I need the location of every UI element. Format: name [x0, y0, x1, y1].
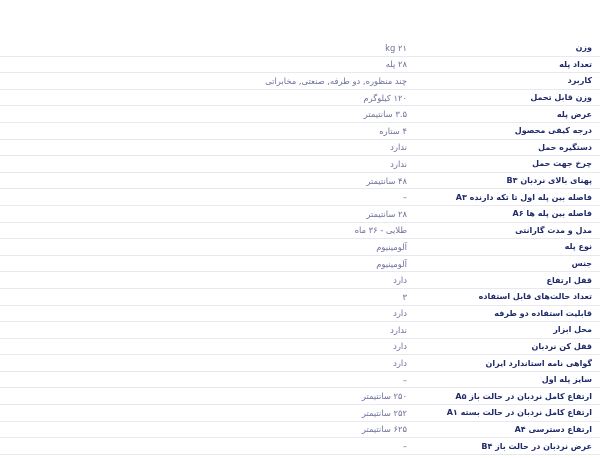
spec-row	[0, 156, 600, 173]
spec-value: ۳	[402, 291, 407, 302]
spec-label: ارتفاع دسترسی A۴	[514, 424, 592, 434]
spec-label: دستگیره حمل	[538, 142, 592, 152]
spec-row	[0, 40, 600, 57]
spec-label: فاصله بین پله ها A۶	[512, 209, 592, 219]
spec-row	[0, 173, 600, 190]
spec-row	[0, 140, 600, 157]
spec-row	[0, 355, 600, 372]
spec-table	[0, 40, 600, 455]
spec-row	[0, 73, 600, 90]
spec-label: عرض نردبان در حالت باز B۴	[481, 441, 592, 451]
spec-row	[0, 339, 600, 356]
spec-row	[0, 106, 600, 123]
spec-label: پهنای بالای نردبان B۳	[506, 176, 592, 186]
spec-value: ۶۲۵ سانتیمتر	[361, 424, 407, 435]
spec-value: –	[402, 441, 407, 452]
spec-row	[0, 272, 600, 289]
spec-value: ندارد	[390, 142, 407, 153]
spec-label: مدل و مدت گارانتی	[515, 225, 592, 235]
spec-row	[0, 289, 600, 306]
spec-value: دارد	[393, 341, 407, 352]
spec-row	[0, 438, 600, 455]
spec-row	[0, 206, 600, 223]
spec-label: محل ابزار	[553, 325, 592, 335]
spec-row	[0, 306, 600, 323]
spec-value: آلومینیوم	[376, 258, 407, 269]
spec-row	[0, 239, 600, 256]
spec-row	[0, 256, 600, 273]
spec-value: دارد	[393, 308, 407, 319]
spec-row	[0, 388, 600, 405]
spec-label: جنس	[571, 259, 592, 269]
spec-value: kg ۲۱	[385, 42, 407, 53]
spec-value: چند منظوره, دو طرفه, صنعتی, مخابراتی	[265, 75, 407, 86]
spec-value: آلومینیوم	[376, 241, 407, 252]
spec-label: نوع پله	[564, 242, 592, 252]
spec-value: ۴۸ سانتیمتر	[366, 175, 407, 186]
spec-value: ۳.۵ سانتیمتر	[363, 109, 407, 120]
spec-value: دارد	[393, 275, 407, 286]
spec-value: ۴ ستاره	[379, 125, 407, 136]
spec-label: وزن قابل تحمل	[530, 93, 592, 103]
spec-value: ۲۵۰ سانتیمتر	[361, 391, 407, 402]
spec-label: تعداد حالت‌های قابل استفاده	[478, 292, 592, 302]
spec-row	[0, 422, 600, 439]
spec-value: ۲۸ پله	[385, 59, 407, 70]
spec-label: گواهی نامه استاندارد ایران	[485, 358, 592, 368]
spec-label: فاصله بین پله اول تا تکه دارنده A۳	[455, 192, 592, 202]
spec-label: چرخ جهت حمل	[532, 159, 592, 169]
spec-label: قفل ارتفاع	[546, 275, 592, 285]
spec-row	[0, 223, 600, 240]
spec-label: قابلیت استفاده دو طرفه	[494, 308, 592, 318]
spec-value: ۱۲۰ کیلوگرم	[363, 92, 407, 103]
spec-value: ندارد	[390, 324, 407, 335]
spec-row	[0, 405, 600, 422]
spec-row	[0, 90, 600, 107]
spec-value: دارد	[393, 358, 407, 369]
spec-value: ۲۸ سانتیمتر	[366, 208, 407, 219]
spec-label: قفل کن نردبان	[531, 341, 592, 351]
spec-row	[0, 123, 600, 140]
spec-label: درجه کیفی محصول	[514, 126, 592, 136]
spec-label: کاربرد	[567, 76, 592, 86]
spec-label: سایز پله اول	[541, 375, 592, 385]
spec-value: –	[402, 374, 407, 385]
spec-row	[0, 322, 600, 339]
spec-value: ۲۵۲ سانتیمتر	[361, 407, 407, 418]
spec-label: ارتفاع کامل نردبان در حالت بسته A۱	[446, 408, 592, 418]
spec-row	[0, 189, 600, 206]
spec-label: وزن	[575, 43, 592, 53]
spec-row	[0, 372, 600, 389]
spec-label: تعداد پله	[559, 59, 592, 69]
spec-value: ندارد	[390, 158, 407, 169]
spec-row	[0, 57, 600, 74]
spec-label: عرض پله	[556, 109, 592, 119]
spec-value: –	[402, 192, 407, 203]
spec-value: طلایی - ۳۶ ماه	[354, 225, 407, 236]
spec-label: ارتفاع کامل نردبان در حالت باز A۵	[455, 391, 592, 401]
